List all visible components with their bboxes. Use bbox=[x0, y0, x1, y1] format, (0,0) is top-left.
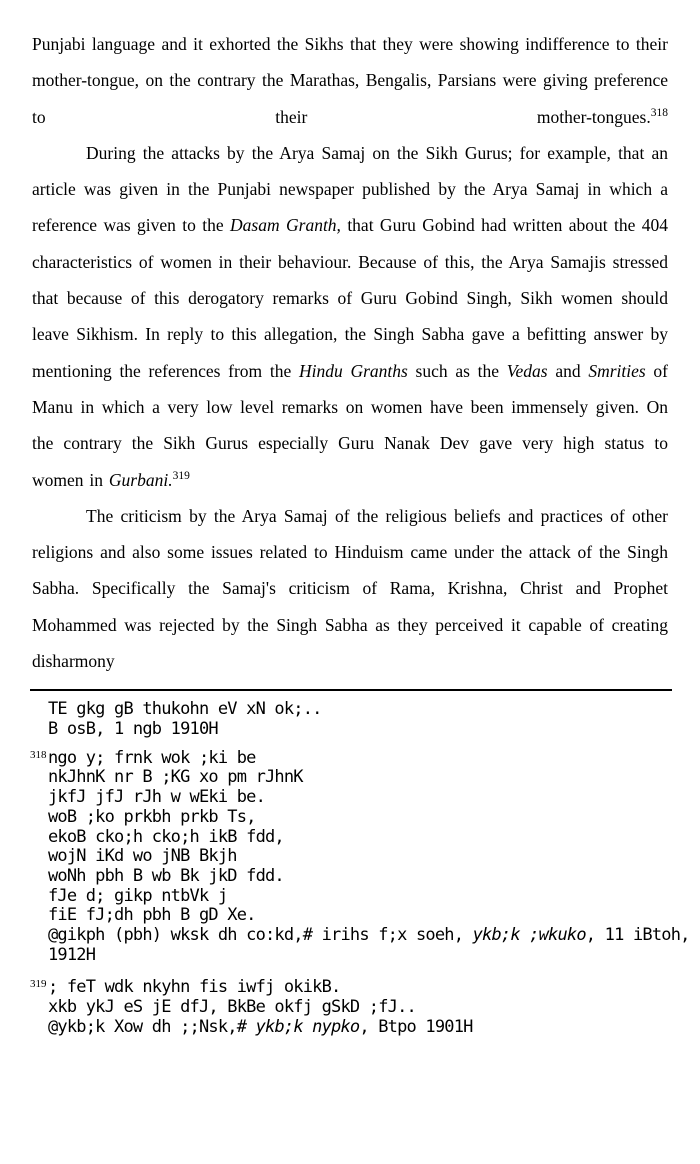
footnote-line bbox=[48, 808, 668, 828]
footnote-line bbox=[48, 768, 668, 788]
text-segment: Vedas bbox=[506, 360, 548, 381]
text-segment: Gurbani. bbox=[108, 469, 173, 490]
text-segment: B osB, 1 ngb 1910H bbox=[48, 719, 218, 740]
text-segment: fiE fJ;dh pbh B gD Xe. bbox=[48, 905, 256, 926]
footnote-separator bbox=[30, 689, 672, 691]
text-segment: Smrities bbox=[588, 360, 646, 381]
text-segment: that Guru Gobind had written about the 404 characteristics of women in their behaviour. Because of this, the Arya Samajis stressed that because of this derogatory remarks of Guru Gobind Singh, Sikh women should leave Sikhism. In reply to this allegation, the Singh Sabha gave a befitting answer by mentioning the references from the bbox=[32, 215, 668, 381]
footnote-line bbox=[48, 1018, 668, 1038]
footnote-line bbox=[48, 946, 668, 966]
text-segment: fJe d; gikp ntbVk j bbox=[48, 885, 228, 906]
text-segment: @gikph (pbh) wksk dh co:kd,# irihs f;x soeh, bbox=[48, 925, 473, 946]
text-segment: The criticism by the Arya Samaj of the religious beliefs and practices of other religions and also some issues related to Hinduism came under the attack of the Singh Sabha. Specifically the Samaj's criticism of Rama, Krishna, Christ and Prophet Mohammed was rejected by the Singh Sabha as they perceived it capable of creating disharmony bbox=[32, 505, 668, 672]
footnote-318 bbox=[30, 747, 690, 966]
text-segment: such as the bbox=[407, 360, 507, 381]
footnote-lines bbox=[48, 978, 668, 1037]
footnote-line bbox=[48, 998, 668, 1018]
text-segment: Hindu Granths bbox=[298, 360, 408, 381]
main-text bbox=[32, 26, 668, 679]
footnote-line bbox=[48, 847, 668, 867]
text-segment: of Manu in which a very low level remarks on women have been immensely given. On the contrary the Sikh Gurus especially Guru Nanak Dev gave very high status to women in bbox=[32, 360, 668, 490]
text-segment: ykb;k nypko bbox=[255, 1016, 360, 1037]
text-segment: ykb;k ;wkuko bbox=[472, 925, 586, 946]
paragraph bbox=[32, 135, 668, 498]
text-segment: ngo y; frnk wok ;ki be bbox=[48, 747, 256, 768]
superscript-ref: 319 bbox=[172, 469, 190, 482]
text-segment: Punjabi language and it exhorted the Sikhs that they were showing indifference to their mother-tongue, on the contrary the Marathas, Bengalis, Parsians were giving preference to their mother-tongues. bbox=[32, 34, 668, 127]
footnote-line bbox=[48, 788, 668, 808]
text-segment: , 11 iBtoh, bbox=[585, 925, 690, 946]
footnote-continuation bbox=[32, 700, 668, 739]
footnote-area bbox=[30, 699, 690, 1037]
text-segment: ; feT wdk nkyhn fis iwfj okikB. bbox=[48, 977, 341, 998]
text-segment: woNh pbh B wb Bk jkD fdd. bbox=[48, 865, 284, 886]
footnote-line bbox=[48, 749, 668, 769]
text-segment: nkJhnK nr B ;KG xo pm rJhnK bbox=[48, 767, 303, 788]
footnote-lines bbox=[48, 747, 690, 966]
text-segment: TE gkg gB thukohn eV xN ok;.. bbox=[48, 699, 322, 720]
paragraph bbox=[32, 498, 668, 679]
footnote-line bbox=[48, 867, 668, 887]
text-segment: , Btpo 1901H bbox=[359, 1016, 473, 1037]
footnote-line bbox=[48, 720, 668, 740]
text-segment: wojN iKd wo jNB Bkjh bbox=[48, 846, 237, 867]
text-segment: 1912H bbox=[48, 944, 96, 965]
paragraph bbox=[32, 26, 668, 135]
text-segment: xkb ykJ eS jE dfJ, BkBe okfj gSkD ;fJ.. bbox=[48, 997, 416, 1018]
text-segment: jkfJ jfJ rJh w wEki be. bbox=[48, 787, 266, 808]
footnote-number: 319 bbox=[30, 978, 47, 991]
footnote-line bbox=[48, 978, 668, 998]
text-segment: During the attacks by the Arya Samaj on the Sikh Gurus; for example, that an article was given in the Punjabi newspaper published by the Arya Samaj in which a reference was given to the bbox=[32, 142, 668, 236]
text-segment: woB ;ko prkbh prkb Ts, bbox=[48, 806, 256, 827]
footnote-line bbox=[48, 887, 668, 907]
text-segment: ekoB cko;h cko;h ikB fdd, bbox=[48, 826, 284, 847]
footnote-line bbox=[48, 925, 690, 946]
text-segment: and bbox=[547, 360, 589, 381]
footnote-number: 318 bbox=[30, 748, 47, 761]
text-segment: Dasam Granth, bbox=[230, 215, 341, 236]
footnote-line bbox=[48, 906, 668, 926]
superscript-ref: 318 bbox=[650, 106, 668, 119]
footnote-line bbox=[48, 700, 668, 720]
text-segment: @ykb;k Xow dh ;;Nsk,# bbox=[48, 1016, 256, 1037]
footnote-319 bbox=[32, 978, 668, 1037]
footnote-line bbox=[48, 828, 668, 848]
